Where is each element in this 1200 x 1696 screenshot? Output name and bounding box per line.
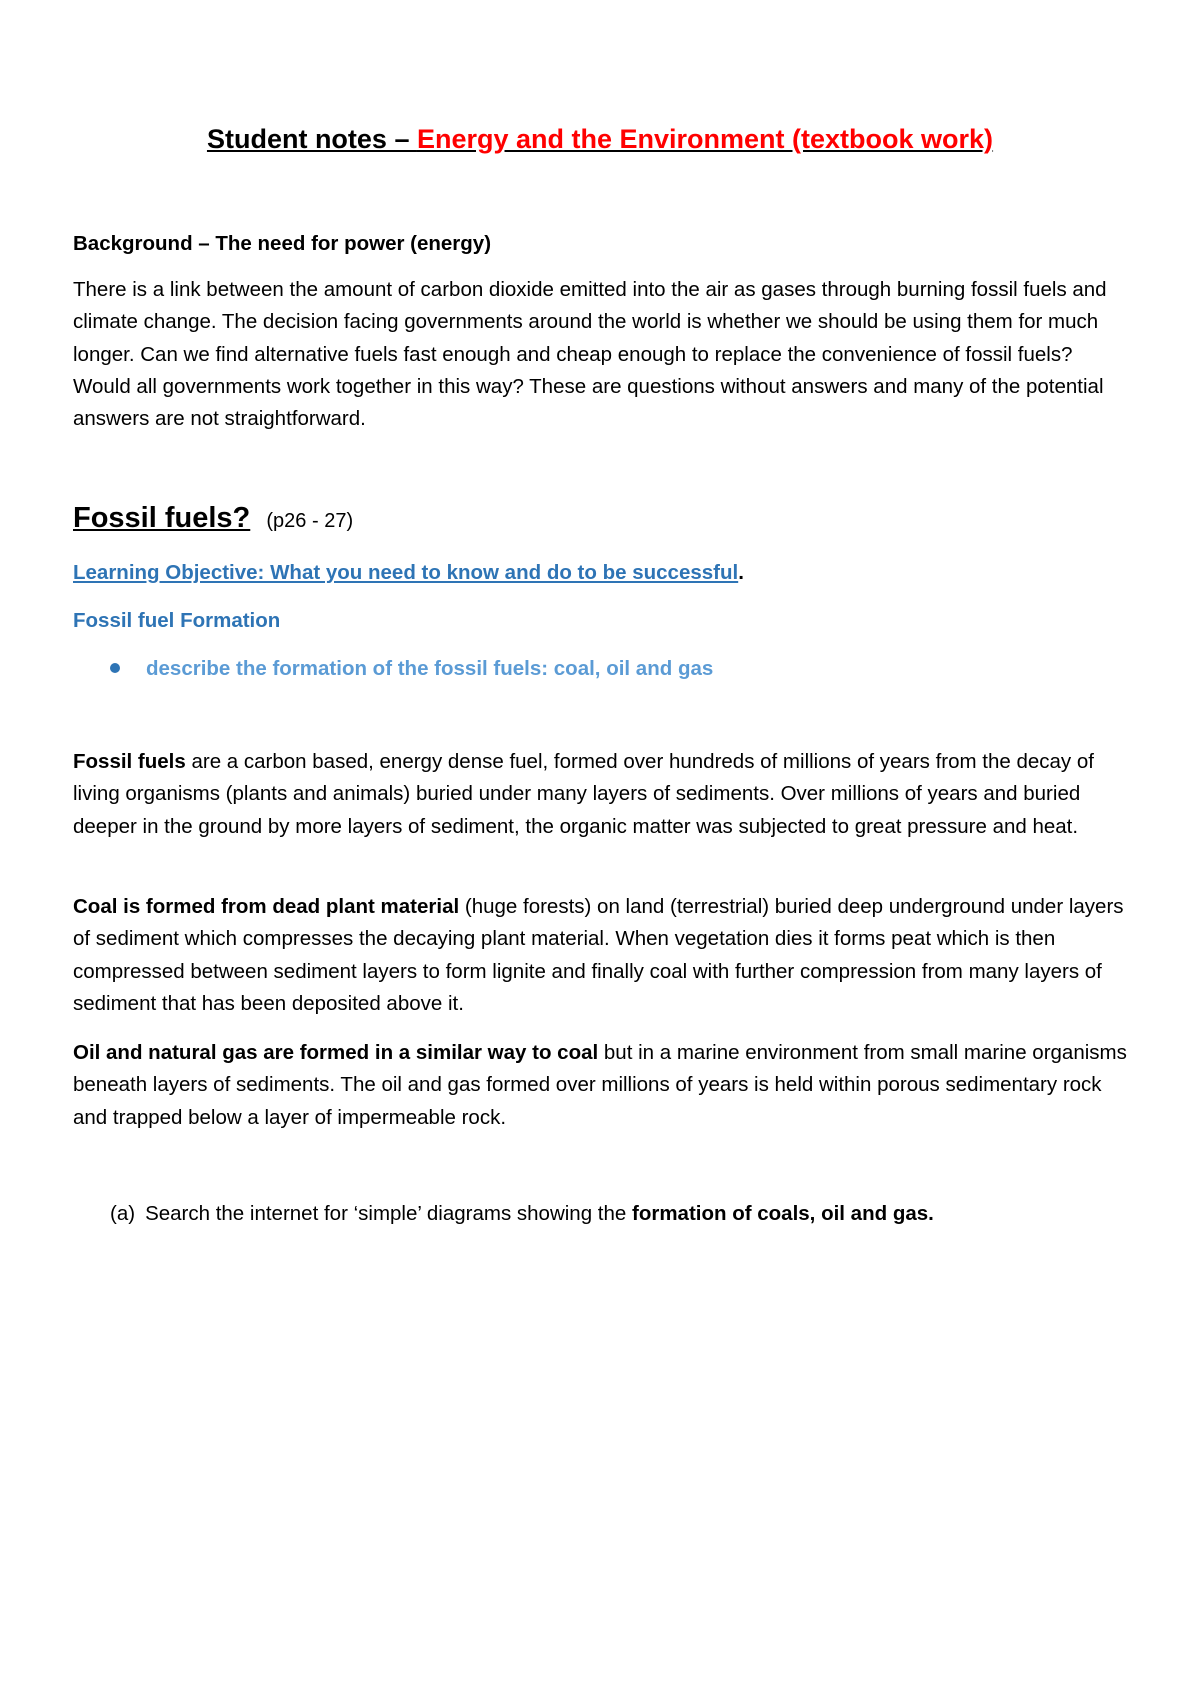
question-label: (a) — [110, 1202, 136, 1225]
background-paragraph: There is a link between the amount of carbon dioxide emitted into the air as gases through burning fossil fuels and climate change. The decision facing governments around the world is whether we should be using them for much longer. Can we find alternative fuels fast enough and cheap enough to replace the convenience of fossil fuels? Would all governments work together in this way? These are questions without answers and many of the potential answers are not straightforward. — [73, 278, 1107, 431]
learning-objective — [73, 557, 1133, 589]
coal-paragraph — [73, 891, 1133, 1020]
learning-objective-text: Learning Objective: What you need to know and do to be successful — [73, 561, 739, 584]
paragraph-bold-lead: Fossil fuels — [73, 750, 186, 773]
paragraph-text: but in a marine environment from small marine organisms beneath layers of sediments. The oil and gas formed over millions of years is held within porous sedimentary rock and trapped below a layer of impermeable rock. — [73, 1041, 1127, 1129]
question-bold: formation of coals, oil and gas — [632, 1202, 929, 1225]
title-prefix: Student notes – — [206, 124, 417, 154]
oil-gas-paragraph — [73, 1037, 1133, 1134]
paragraph-bold-lead: Coal is formed from dead plant material — [73, 895, 460, 918]
fossil-fuels-title: Fossil fuels? — [73, 502, 251, 534]
bullet-item — [110, 653, 713, 685]
paragraph-text: are a carbon based, energy dense fuel, formed over hundreds of millions of years from the decay of living organisms (plants and animals) buried under many layers of sediments. Over millions of years and buried deeper in the ground by more layers of sediment, the organic matter was subjected to great pressure and heat. — [73, 750, 1094, 838]
page-reference: (p26 - 27) — [266, 510, 354, 532]
question-suffix: . — [928, 1202, 934, 1225]
fossil-fuels-heading — [73, 500, 1133, 539]
fossil-fuels-paragraph — [73, 746, 1133, 843]
document-title — [0, 122, 1200, 156]
question-a — [110, 1198, 934, 1230]
paragraph-text: (huge forests) on land (terrestrial) buried deep underground under layers of sediment which compresses the decaying plant material. When vegetation dies it forms peat which is then compressed between sediment layers to form lignite and finally coal with further compression from many layers of sediment that has been deposited above it. — [73, 895, 1124, 1015]
bullet-icon — [110, 663, 120, 673]
paragraph-bold-lead: Oil and natural gas are formed in a similar way to coal — [73, 1041, 599, 1064]
formation-subheading: Fossil fuel Formation — [73, 609, 281, 632]
title-accent: Energy and the Environment (textbook work) — [416, 124, 994, 154]
question-text: Search the internet for ‘simple’ diagrams showing the — [145, 1202, 632, 1225]
learning-objective-suffix: . — [738, 561, 744, 584]
bullet-text: describe the formation of the fossil fuels: coal, oil and gas — [146, 657, 714, 680]
background-heading: Background – The need for power (energy) — [73, 232, 492, 255]
